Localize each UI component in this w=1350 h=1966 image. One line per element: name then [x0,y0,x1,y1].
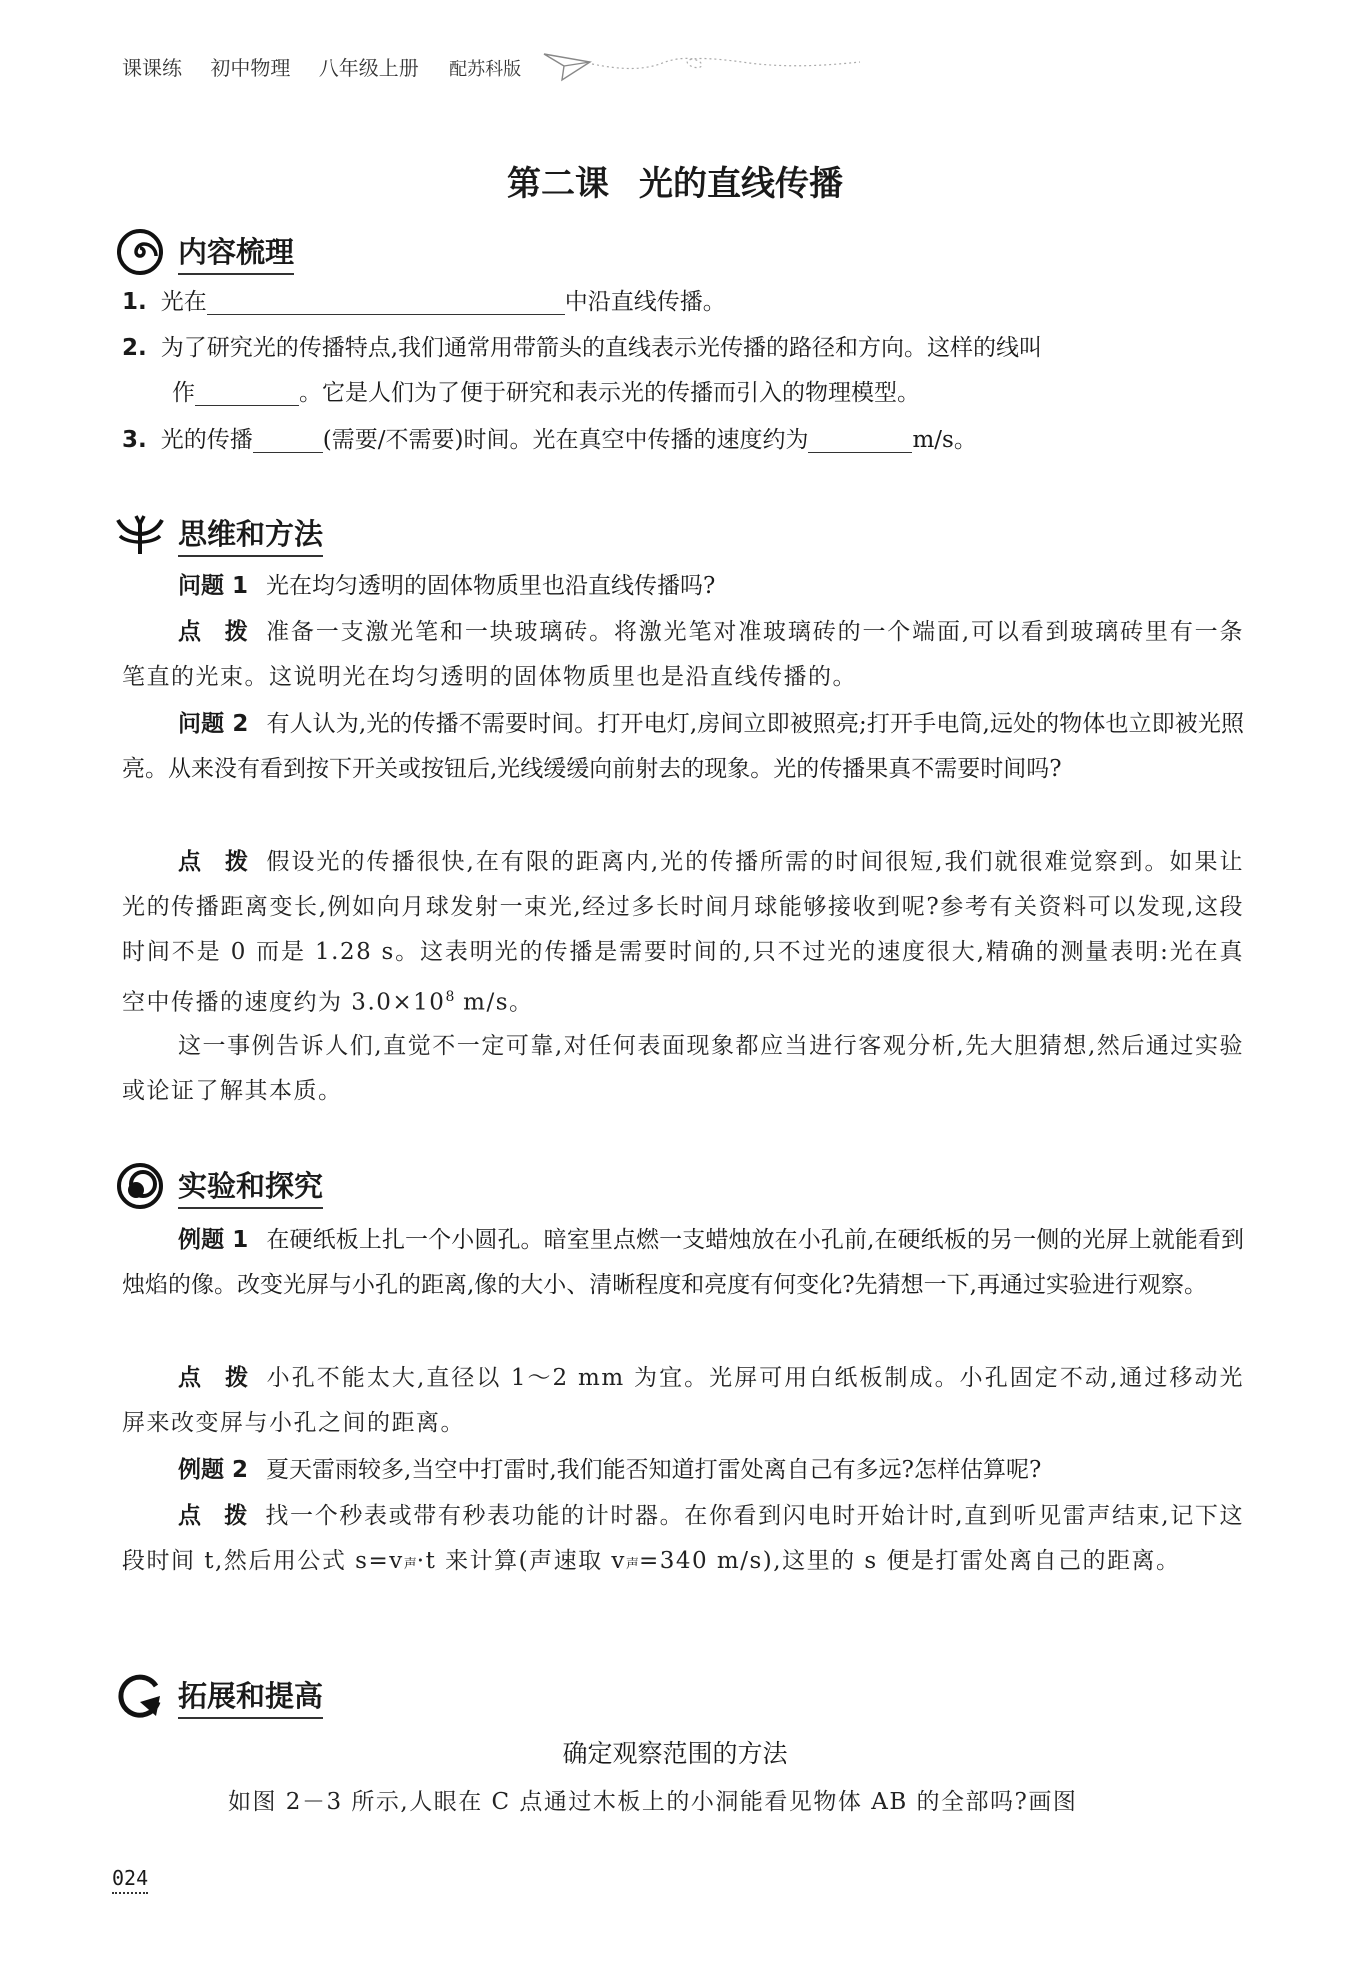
item-text: 为了研究光的传播特点,我们通常用带箭头的直线表示光传播的路径和方向。这样的线叫 [160,335,1043,361]
section-heading-extension [116,1672,323,1720]
experiment-hint-1 [122,1356,1244,1446]
example-text: 夏天雷雨较多,当空中打雷时,我们能否知道打雷处离自己有多远?怎样估算呢? [266,1457,1042,1483]
subject-level: 初中物理 [210,56,291,80]
experiment-example-1 [122,1218,1244,1308]
question-text: 有人认为,光的传播不需要时间。打开电灯,房间立即被照亮;打开手电筒,远处的物体也立即被光照亮。从来没有看到按下开关或按钮后,光线缓缓向前射去的现象。光的传播果真不需要时间吗? [122,711,1244,782]
spiral-icon [116,228,164,276]
circular-arrow-icon [116,1672,164,1720]
subscript: 声 [403,1557,417,1572]
conclusion-text: 这一事例告诉人们,直觉不一定可靠,对任何表面现象都应当进行客观分析,先大胆猜想,然后通过实验或论证了解其本质。 [122,1033,1244,1104]
hint-label: 点 拨 [178,1365,249,1391]
extension-text [228,1780,1228,1825]
hint-text: m/s。 [454,989,534,1016]
item-text: m/s。 [912,427,977,453]
hint-text: 找一个秒表或带有秒表功能的计时器。在你看到闪电时开始计时,直到听见雷声结束,记下这段时间 t,然后用公式 s=v [122,1503,1245,1574]
example-label: 例题 1 [178,1227,249,1253]
extension-question: 如图 2－3 所示,人眼在 C 点通过木板上的小洞能看见物体 AB 的全部吗?画图 [228,1789,1078,1815]
hint-text: ·t 来计算(声速取 v [416,1548,626,1574]
item-text: 作 [172,380,195,406]
item-text: (需要/不需要)时间。光在真空中传播的速度约为 [322,427,809,453]
hint-label: 点 拨 [178,1503,248,1529]
edition: 配苏科版 [449,59,522,80]
hint-text: 准备一支激光笔和一块玻璃砖。将激光笔对准玻璃砖的一个端面,可以看到玻璃砖里有一条笔直的光束。这说明光在均匀透明的固体物质里也是沿直线传播的。 [122,619,1245,690]
item-number: 3. [122,427,147,453]
hint-label: 点 拨 [178,849,249,875]
item-text: 。它是人们为了便于研究和表示光的传播而引入的物理模型。 [299,380,920,406]
hint-label: 点 拨 [178,619,249,645]
answer-blank[interactable] [253,424,323,453]
answer-blank[interactable] [207,286,565,315]
content-item-2 [122,326,1244,416]
sprout-icon [116,510,164,558]
method-question-1 [122,564,1244,609]
extension-subtitle: 确定观察范围的方法 [562,1739,788,1768]
item-number: 2. [122,335,147,361]
lesson-topic: 光的直线传播 [639,164,843,204]
item-text: 中沿直线传播。 [564,289,726,315]
lesson-number: 第二课 [507,164,609,204]
section-label: 实验和探究 [178,1164,323,1209]
experiment-example-2 [122,1448,1244,1493]
method-hint-1 [122,610,1244,700]
lesson-title [0,156,1350,205]
exponent: 8 [445,989,455,1005]
paper-plane-icon [542,44,862,84]
item-text: 光的传播 [160,427,253,453]
section-heading-content [116,228,294,276]
section-label: 拓展和提高 [178,1674,323,1719]
experiment-hint-2 [122,1494,1244,1587]
content-item-1 [122,280,1244,325]
item-text: 光在 [160,289,207,315]
subscript: 声 [625,1557,639,1572]
answer-blank[interactable] [195,377,299,406]
question-label: 问题 2 [178,711,249,737]
page-number: 024 [112,1866,148,1894]
series-name: 课课练 [122,56,182,80]
section-label: 内容梳理 [178,230,294,275]
item-number: 1. [122,289,147,315]
example-text: 在硬纸板上扎一个小圆孔。暗室里点燃一支蜡烛放在小孔前,在硬纸板的另一侧的光屏上就能看到烛焰的像。改变光屏与小孔的距离,像的大小、清晰程度和亮度有何变化?先猜想一下,再通过实验进行观察。 [122,1227,1245,1298]
hint-text: 假设光的传播很快,在有限的距离内,光的传播所需的时间很短,我们就很难觉察到。如果让光的传播距离变长,例如向月球发射一束光,经过多长时间月球能够接收到呢?参考有关资料可以发现,这段时间不是 0 而是 1.28 s。这表明光的传播是需要时间的,只不过光的速度很大,精确的测量表明:光在真空中传播的速度约为 3.0×10 [122,849,1245,1016]
section-heading-method [116,510,323,558]
running-header [122,52,543,81]
content-item-3 [122,418,1244,463]
section-heading-experiment [116,1162,323,1210]
method-conclusion [122,1024,1244,1114]
method-question-2 [122,702,1244,792]
example-label: 例题 2 [178,1457,249,1483]
hint-text: 小孔不能太大,直径以 1～2 mm 为宜。光屏可用白纸板制成。小孔固定不动,通过移动光屏来改变屏与小孔之间的距离。 [122,1365,1244,1436]
grade: 八年级上册 [318,56,419,80]
question-text: 光在均匀透明的固体物质里也沿直线传播吗? [266,573,716,599]
question-label: 问题 1 [178,573,249,599]
section-label: 思维和方法 [178,512,323,557]
hint-text: =340 m/s),这里的 s 便是打雷处离自己的距离。 [638,1548,1181,1574]
concentric-circles-icon [116,1162,164,1210]
method-hint-2 [122,840,1244,1026]
answer-blank[interactable] [808,424,912,453]
